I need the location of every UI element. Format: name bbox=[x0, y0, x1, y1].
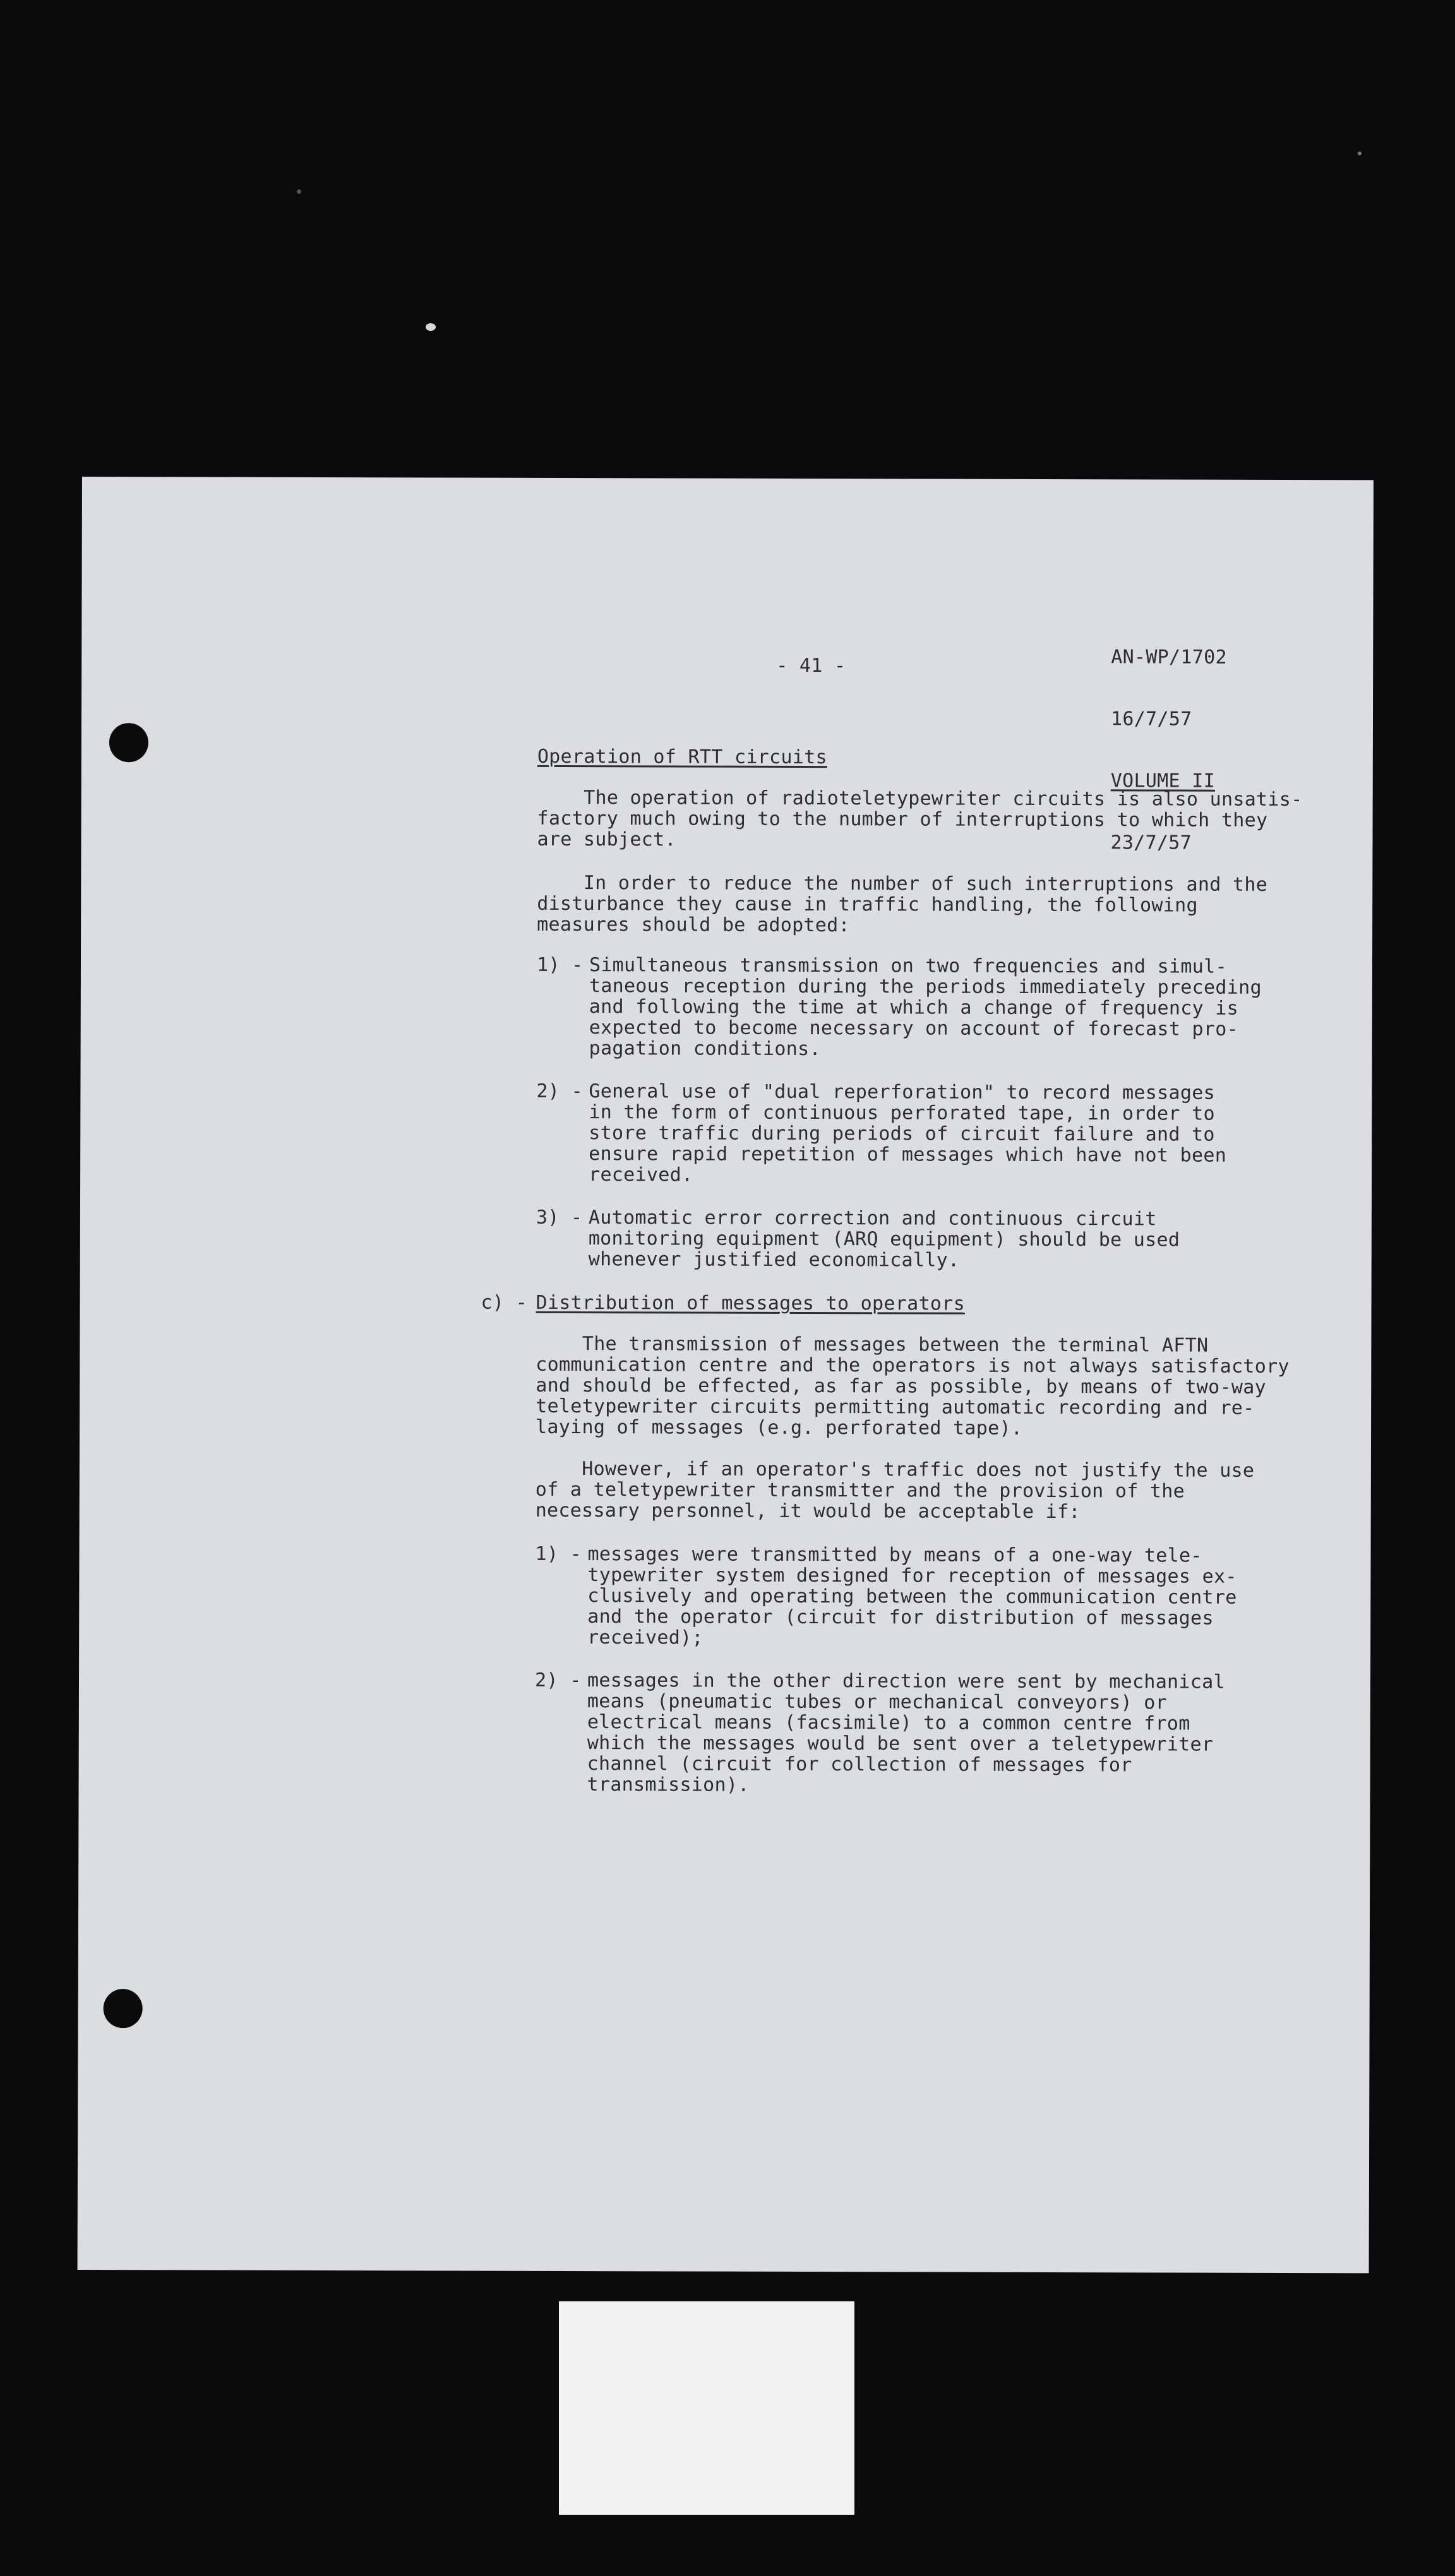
paragraph-distribution: The transmission of messages between the terminal AFTN communication centre and the operators is not always satisfactory and should be effected, as far as possible, by means of two-way teletypewriter circuits permitting automatic recording and re- laying of messages (e.g. perforated tape). bbox=[536, 1332, 1290, 1440]
measure-3-text: Automatic error correction and continuous circuit monitoring equipment (ARQ equipment) should be used whenever justified economically. bbox=[588, 1207, 1180, 1272]
punch-hole bbox=[109, 723, 148, 762]
measure-1-text: Simultaneous transmission on two frequencies and simul- taneous reception during the periods immediately preceding and following the time at which a change of frequency is expected to become necessary on account of forecast pro- pagation conditions. bbox=[589, 954, 1262, 1061]
document-revision-date: 23/7/57 bbox=[1110, 832, 1192, 854]
section-c-marker: c) - bbox=[481, 1291, 528, 1314]
dust-speck bbox=[426, 323, 436, 331]
document-date: 16/7/57 bbox=[1110, 708, 1192, 730]
measure-3-marker: 3) - bbox=[536, 1206, 583, 1229]
section-c-heading: Distribution of messages to operators bbox=[536, 1291, 966, 1315]
condition-2-text: messages in the other direction were sent by mechanical means (pneumatic tubes or mechanical conveyors) or electrical means (facsimile) to a common centre from which the messages would be sent over a teletypewriter channel (circuit for collection of messages for transmission). bbox=[587, 1669, 1225, 1796]
paragraph-acceptable-if: However, if an operator's traffic does not justify the use of a teletypewriter transmitter and the provision of the necessary personnel, it would be acceptable if: bbox=[535, 1457, 1255, 1524]
measure-1-marker: 1) - bbox=[536, 953, 584, 977]
condition-1-marker: 1) - bbox=[535, 1542, 582, 1566]
condition-2-marker: 2) - bbox=[534, 1669, 582, 1692]
condition-1-text: messages were transmitted by means of a one-way tele- typewriter system designed for reception of messages ex- clusively and operating between the communication centre and the operator (circuit for distribution of messages received); bbox=[587, 1543, 1237, 1649]
measure-2-text: General use of "dual reperforation" to record messages in the form of continuous perforated tape, in order to store traffic during periods of circuit failure and to ensure rapid repetition of messages which have not been received. bbox=[589, 1080, 1227, 1186]
document-volume: VOLUME II bbox=[1110, 770, 1216, 792]
measure-2-marker: 2) - bbox=[536, 1080, 583, 1103]
page-number: - 41 - bbox=[776, 654, 846, 677]
dust-speck bbox=[297, 189, 301, 194]
dust-speck bbox=[1358, 152, 1362, 155]
document-reference-block bbox=[1110, 605, 1227, 895]
paragraph-measures-intro: In order to reduce the number of such interruptions and the disturbance they cause in traffic handling, the following measures should be adopted: bbox=[537, 871, 1268, 937]
section-heading: Operation of RTT circuits bbox=[537, 745, 827, 769]
punch-hole bbox=[104, 1989, 143, 2028]
white-label-slip bbox=[559, 2301, 854, 2515]
paragraph-rtt-intro: The operation of radioteletypewriter circuits is also unsatis- factory much owing to the number of interruptions to which they are subject. bbox=[537, 786, 1303, 851]
document-ref: AN-WP/1702 bbox=[1111, 646, 1227, 669]
document-page bbox=[78, 477, 1374, 2273]
